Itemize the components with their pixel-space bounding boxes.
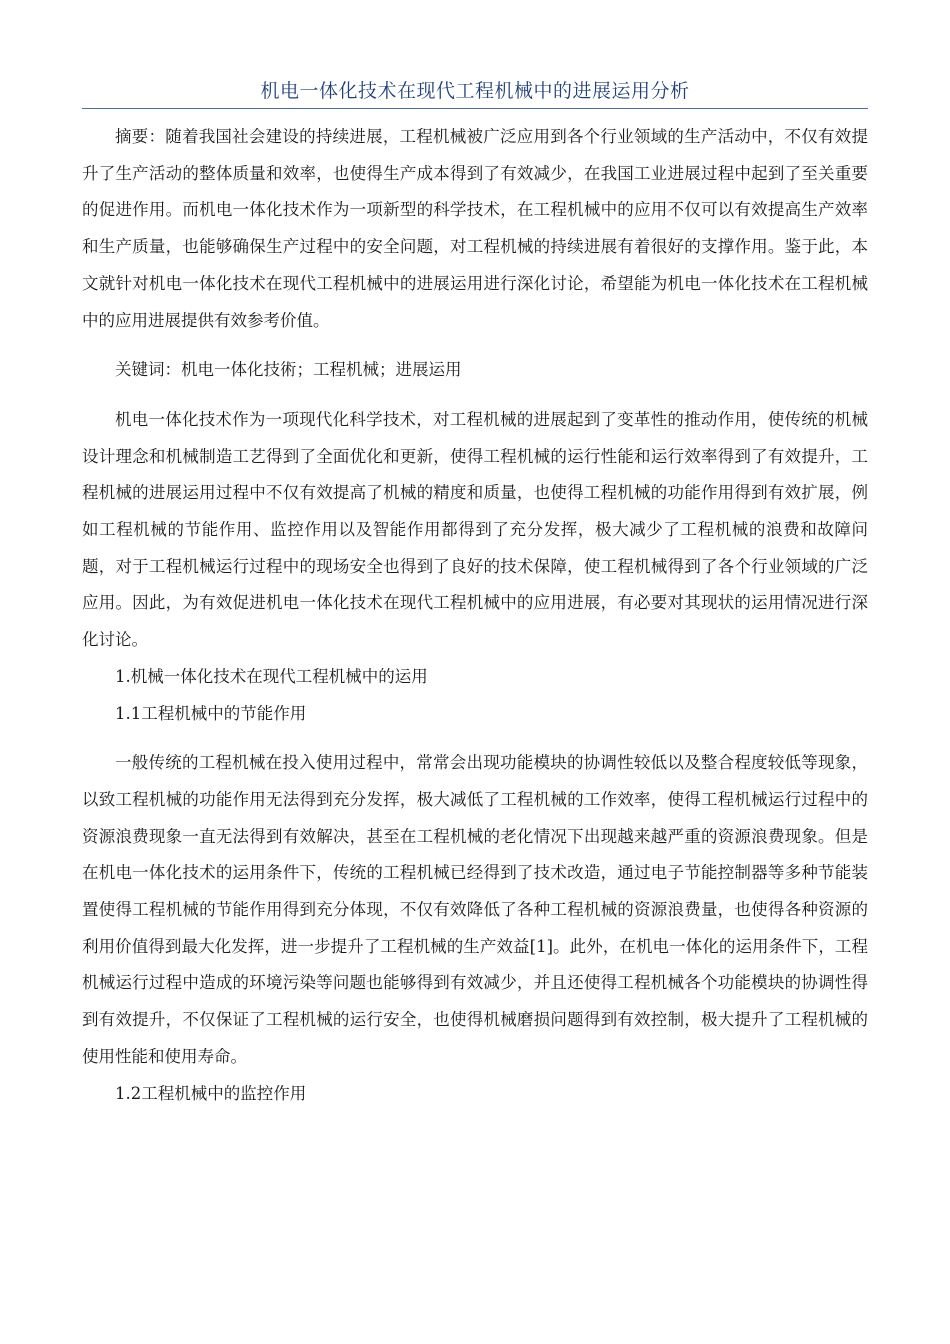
abstract-paragraph: 摘要：随着我国社会建设的持续进展，工程机械被广泛应用到各个行业领域的生产活动中，不仅有效提升了生产活动的整体质量和效率，也使得生产成本得到了有效减少，在我国工业进展过程中起到了至关重要的促进作用。而机电一体化技术作为一项新型的科学技术，在工程机械中的应用不仅可以有效提高生产效率和生产质量，也能够确保生产过程中的安全问题，对工程机械的持续进展有着很好的支撑作用。鉴于此，本文就针对机电一体化技术在现代工程机械中的进展运用进行深化讨论，希望能为机电一体化技术在工程机械中的应用进展提供有效参考价值。 xyxy=(82,127,868,330)
intro-paragraph: 机电一体化技术作为一项现代化科学技术，对工程机械的进展起到了变革性的推动作用，使传统的机械设计理念和机械制造工艺得到了全面优化和更新，使得工程机械的运行性能和运行效率得到了有效提升，工程机械的进展运用过程中不仅有效提高了机械的精度和质量，也使得工程机械的功能作用得到有效扩展，例如工程机械的节能作用、监控作用以及智能作用都得到了充分发挥，极大减少了工程机械的浪费和故障问题，对于工程机械运行过程中的现场安全也得到了良好的技术保障，使工程机械得到了各个行业领域的广泛应用。因此，为有效促进机电一体化技术在现代工程机械中的应用进展，有必要对其现状的运用情况进行深化讨论。 xyxy=(82,409,868,650)
document-title: 机电一体化技术在现代工程机械中的进展运用分析 xyxy=(260,80,690,102)
section-1-heading: 1.机械一体化技术在现代工程机械中的运用 xyxy=(115,666,428,686)
document-page xyxy=(82,78,868,1112)
section-1-1-heading: 1.1工程机械中的节能作用 xyxy=(115,703,307,723)
section-1-2-heading: 1.2工程机械中的监控作用 xyxy=(115,1083,307,1103)
title-divider xyxy=(82,108,868,109)
keywords-line: 关键词：机电一体化技術；工程机械；进展运用 xyxy=(115,360,462,380)
section-1-1-body: 一般传统的工程机械在投入使用过程中，常常会出现功能模块的协调性较低以及整合程度较低等现象，以致工程机械的功能作用无法得到充分发挥，极大减低了工程机械的工作效率，使得工程机械运行过程中的资源浪费现象一直无法得到有效解决，甚至在工程机械的老化情况下出现越来越严重的资源浪费现象。但是在机电一体化技术的运用条件下，传统的工程机械已经得到了技术改造，通过电子节能控制器等多种节能装置使得工程机械的节能作用得到充分体现，不仅有效降低了各种工程机械的资源浪费量，也使得各种资源的利用价值得到最大化发挥，进一步提升了工程机械的生产效益[1]。此外，在机电一体化的运用条件下，工程机械运行过程中造成的环境污染等问题也能够得到有效减少，并且还使得工程机械各个功能模块的协调性得到有效提升，不仅保证了工程机械的运行安全，也使得机械磨损问题得到有效控制，极大提升了工程机械的使用性能和使用寿命。 xyxy=(82,753,868,1066)
